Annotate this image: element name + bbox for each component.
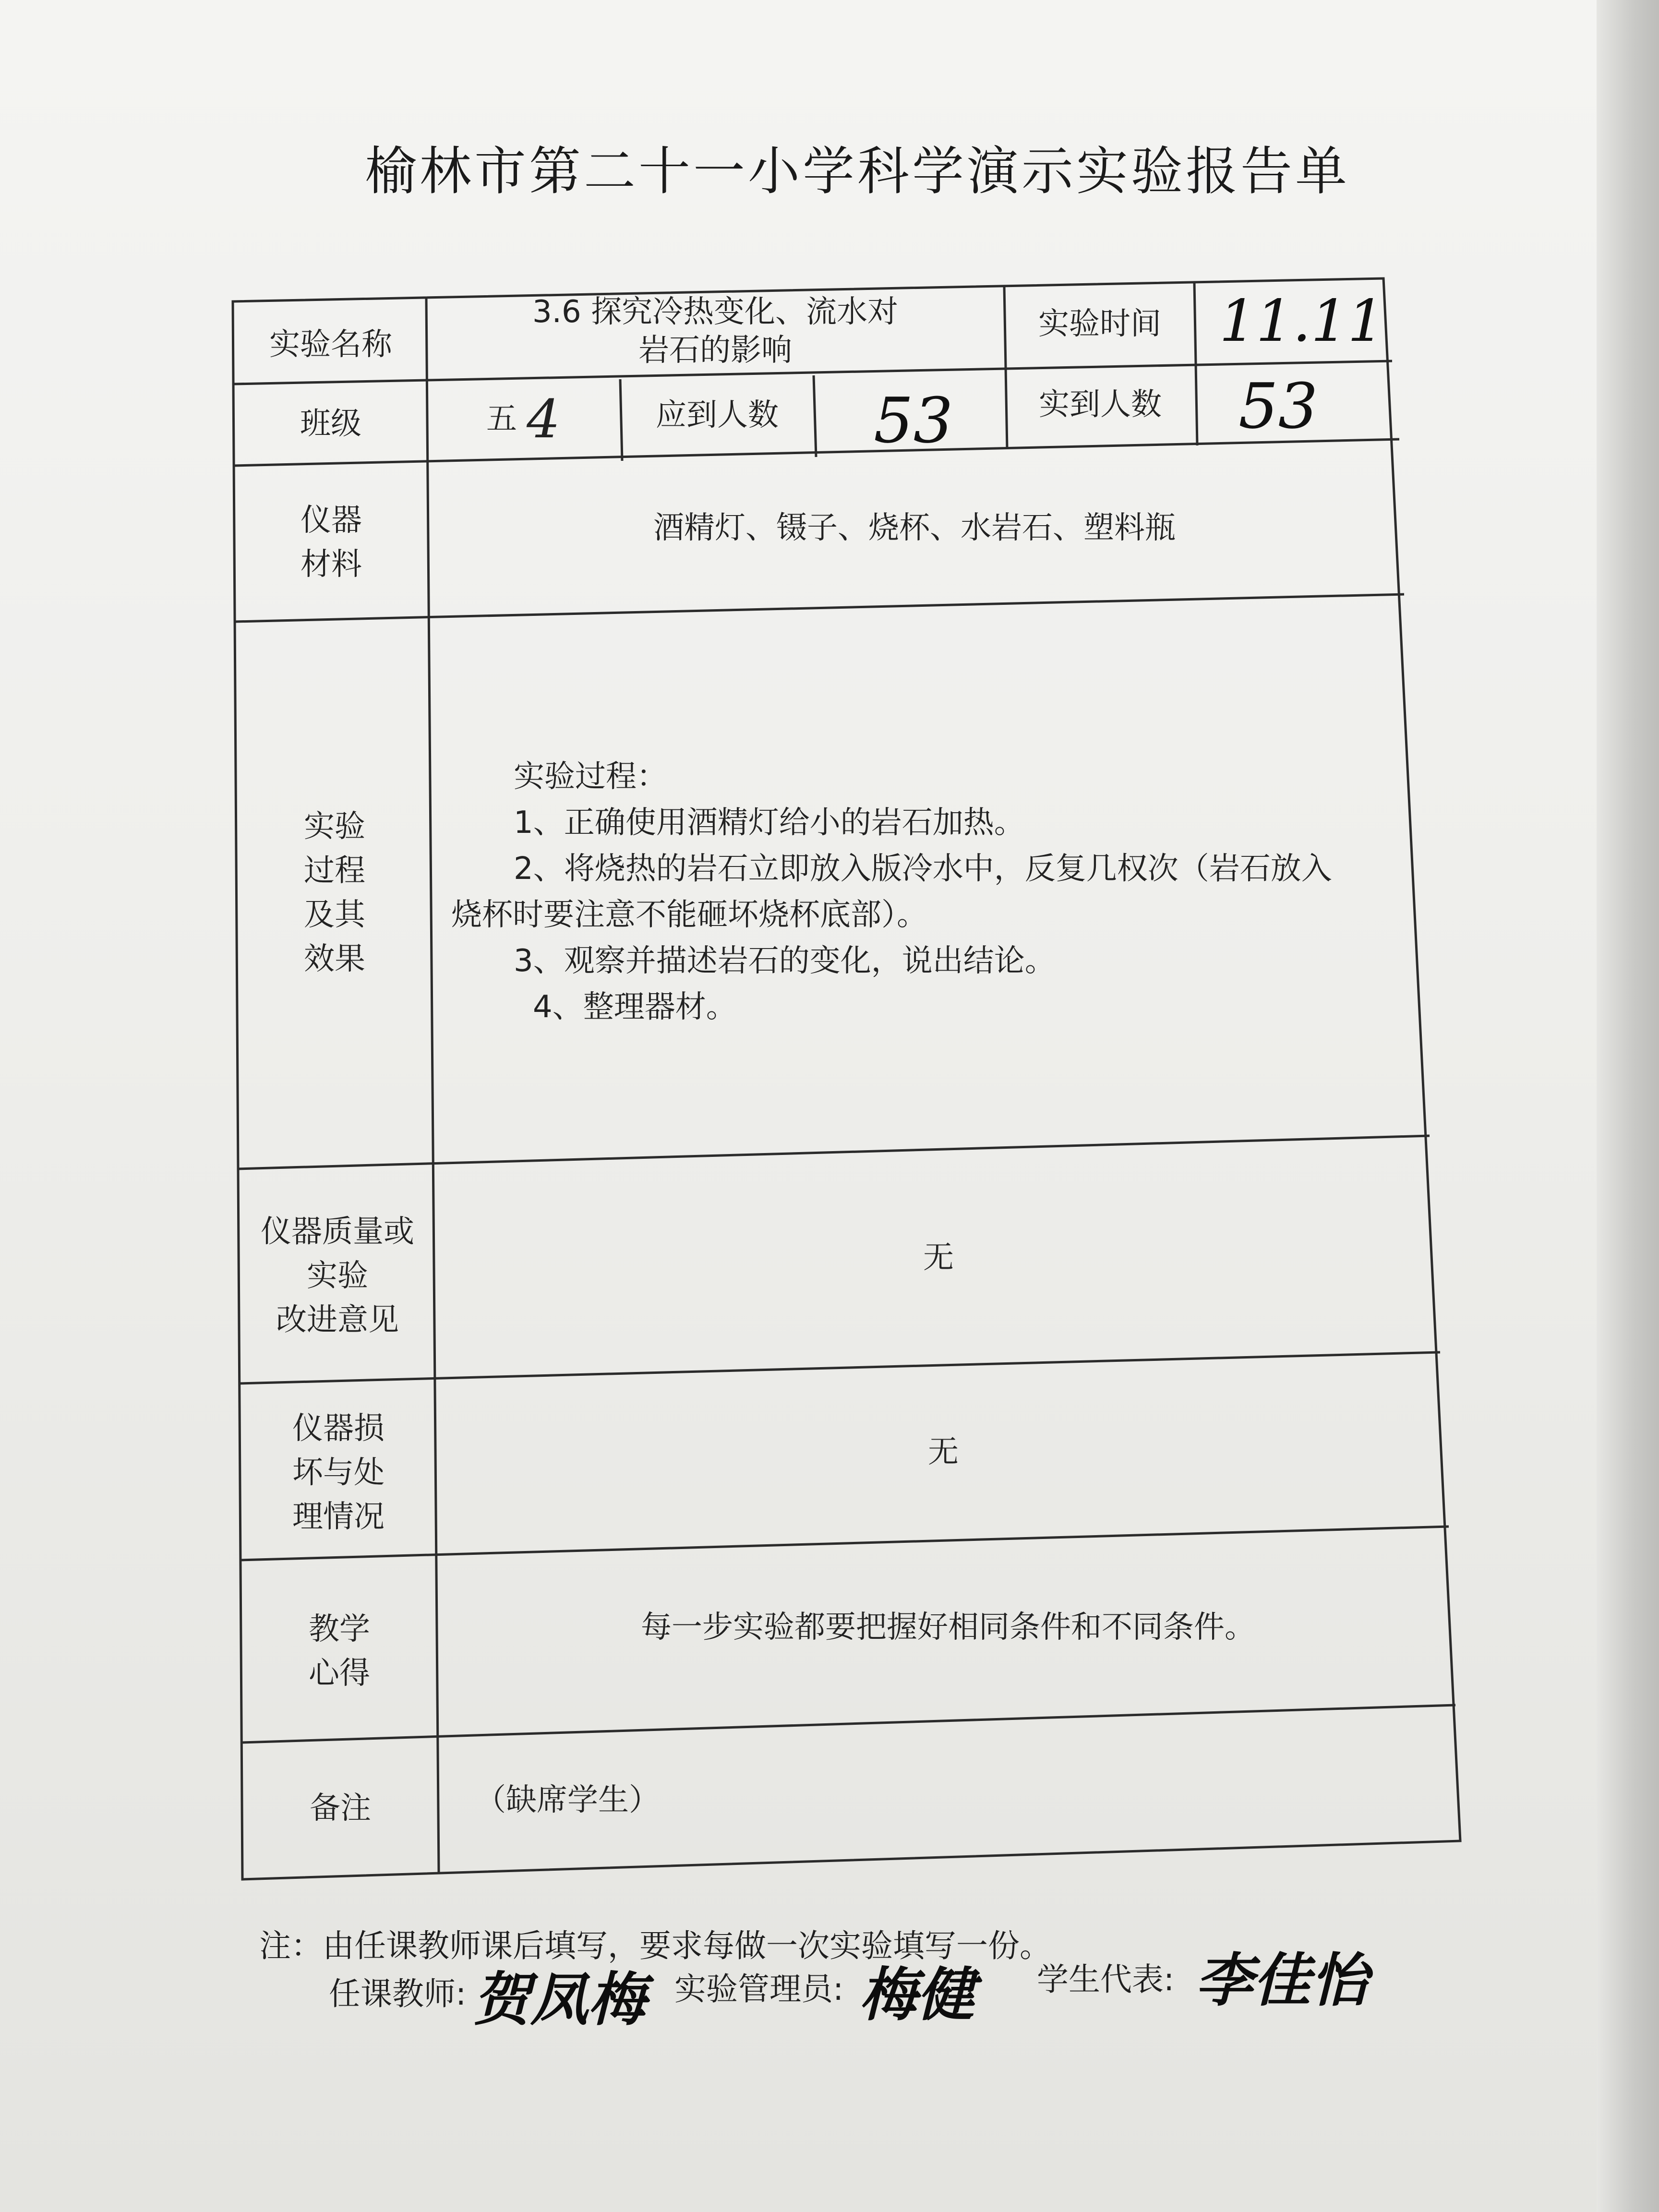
process-label-line: 实验: [304, 809, 365, 844]
experiment-name-label: 实验名称: [269, 327, 392, 362]
damage-value: 无: [928, 1434, 959, 1470]
process-step: 1、正确使用酒精灯给小的岩石加热。: [514, 805, 1025, 841]
student-label: 学生代表:: [1037, 1961, 1175, 1998]
class-value-printed: 五: [486, 401, 517, 437]
damage-label-line: 理情况: [292, 1499, 385, 1535]
process-step: 烧杯时要注意不能砸坏烧杯底部）。: [451, 897, 927, 933]
teacher-label: 任课教师:: [329, 1975, 467, 2012]
experiment-name-line1: 3.6 探究冷热变化、流水对: [532, 294, 899, 330]
damage-label: [239, 1385, 438, 1560]
process-heading: 实验过程：: [514, 759, 667, 794]
experiment-time-value: 11.11: [1219, 288, 1384, 355]
actual-count-label: 实到人数: [1039, 386, 1162, 422]
expected-count-label: 应到人数: [656, 397, 779, 433]
class-value-handwritten: 4: [527, 388, 560, 450]
process-label: [236, 622, 433, 1164]
damage-label-line: 仪器损: [292, 1410, 385, 1446]
process-label-line: 过程: [304, 853, 365, 889]
reflection-value: 每一步实验都要把握好相同条件和不同条件。: [641, 1610, 1255, 1645]
damage-label-line: 坏与处: [292, 1455, 385, 1491]
quality-label-line: 实验: [307, 1258, 368, 1294]
process-step: 4、整理器材。: [533, 989, 737, 1025]
reflection-label: [240, 1561, 439, 1741]
quality-label: [238, 1169, 437, 1382]
materials-label-line1: 仪器: [301, 503, 362, 538]
reflection-label-line: 心得: [309, 1655, 370, 1691]
process-step: 3、观察并描述岩石的变化，说出结论。: [514, 943, 1056, 979]
experiment-name-value: [427, 288, 1003, 374]
experiment-name-line2: 岩石的影响: [638, 333, 792, 368]
materials-value: 酒精灯、镊子、烧杯、水岩石、塑料瓶: [653, 510, 1176, 546]
remarks-value: （缺席学生）: [475, 1782, 660, 1818]
admin-label: 实验管理员:: [674, 1971, 844, 2008]
process-label-line: 效果: [304, 941, 365, 977]
process-step: 2、将烧热的岩石立即放入版冷水中，反复几权次（岩石放入: [514, 851, 1332, 887]
materials-label-line2: 材料: [301, 547, 362, 582]
materials-label: [235, 466, 427, 619]
report-title: 榆林市第二十一小学科学演示实验报告单: [365, 142, 1350, 202]
student-signature: 李佳怡: [1195, 1947, 1368, 2014]
class-value: [427, 379, 619, 458]
process-label-line: 及其: [304, 897, 365, 933]
quality-value: 无: [923, 1240, 954, 1275]
admin-signature: 梅健: [859, 1961, 974, 2029]
reflection-label-line: 教学: [309, 1611, 370, 1647]
remarks-label: 备注: [310, 1791, 371, 1826]
experiment-time-label: 实验时间: [1038, 306, 1161, 342]
process-content: [451, 754, 1411, 1030]
expected-count-value: 53: [874, 384, 953, 457]
actual-count-value: 53: [1238, 370, 1318, 443]
teacher-signature: 贺凤梅: [473, 1966, 646, 2033]
quality-label-line: 改进意见: [276, 1302, 399, 1338]
footer-note: 注：由任课教师课后填写，要求每做一次实验填写一份。: [259, 1927, 1051, 1964]
class-label: 班级: [300, 406, 361, 442]
quality-label-line: 仪器质量或: [261, 1214, 414, 1250]
